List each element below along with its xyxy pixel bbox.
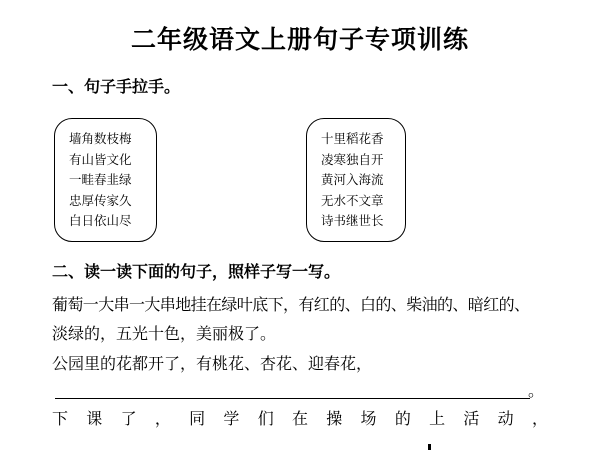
answer-end-period: 。 [528,381,545,400]
left-phrase-item: 白日依山尽 [69,213,132,228]
right-phrase-box [306,118,406,242]
exercise2-char: 课 [86,409,103,428]
exercise2-char: 动 [497,409,514,428]
exercise2-char: 场 [360,409,377,428]
exercise2-char: 同 [189,409,206,428]
exercise2-char: 们 [257,409,274,428]
section1-heading: 一、句子手拉手。 [52,77,181,96]
exercise2-char: 了 [120,409,137,428]
left-phrase-item: 有山皆文化 [69,151,132,167]
exercise2-char: 的 [394,409,411,428]
cut-off-mark [428,444,431,450]
exercise2-char: 操 [326,409,343,428]
exercise2-prompt [52,406,548,429]
right-phrase-item: 十里稻花香 [321,131,384,146]
left-phrase-item: 一畦春韭绿 [69,172,132,187]
exercise2-char: 在 [291,409,308,428]
right-phrase-item: 诗书继世长 [321,213,384,228]
exercise2-char: 活 [463,409,480,428]
answer-blank-line[interactable] [55,398,530,399]
right-phrase-item: 黄河入海流 [321,172,384,187]
left-phrase-item: 忠厚传家久 [69,192,132,208]
exercise2-char: 上 [429,409,446,428]
left-phrase-box [54,118,157,242]
right-phrase-item: 凌寒独自开 [321,151,384,167]
example-sentence-line1: 葡萄一大串一大串地挂在绿叶底下，有红的、白的、柴油的、暗红的、 [52,295,530,314]
exercise2-char: ， [154,409,171,428]
exercise2-char: 学 [223,409,240,428]
right-phrase-item: 无水不文章 [321,192,384,208]
exercise1-prompt: 公园里的花都开了，有桃花、杏花、迎春花， [52,354,373,373]
page-title: 二年级语文上册句子专项训练 [130,25,469,54]
exercise2-char: 下 [52,409,69,428]
section2-heading: 二、读一读下面的句子，照样子写一写。 [52,262,341,281]
left-phrase-item: 墙角数枝梅 [69,131,132,146]
exercise2-char: ， [531,409,548,428]
example-sentence-line2: 淡绿的，五光十色，美丽极了。 [52,324,277,343]
